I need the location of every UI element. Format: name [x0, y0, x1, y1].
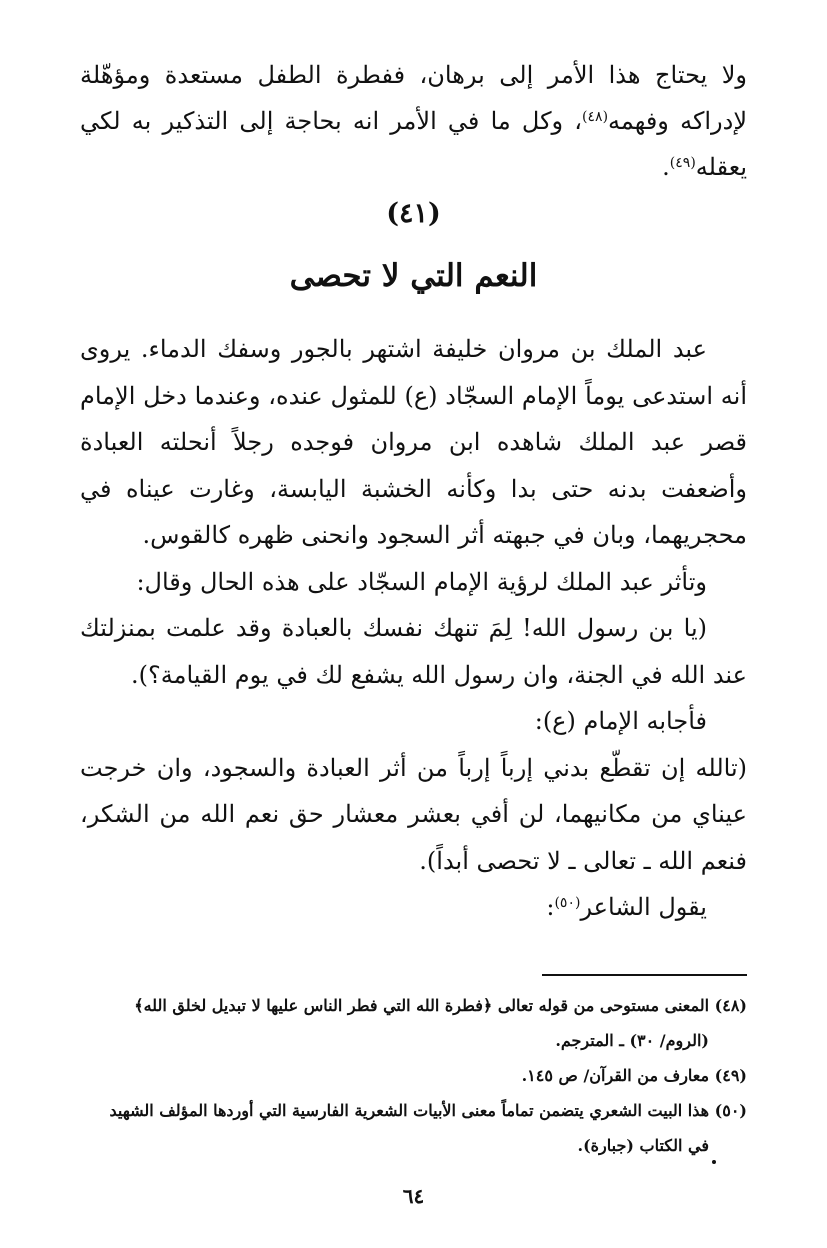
- intro-text-part1: ولا يحتاج هذا الأمر إلى برهان، ففطرة الطفل مستعدة ومؤهّلة لإدراكه وفهمه: [80, 61, 748, 135]
- intro-text-part2: ، وكل ما في الأمر انه بحاجة إلى التذكير به لكي يعقله: [80, 107, 747, 181]
- body-paragraph-4: فأجابه الإمام (ع):: [534, 707, 707, 735]
- footnotes-section: [82, 988, 747, 1163]
- footnote-48-line2: (الروم/ ٣٠) ـ المترجم.: [555, 1031, 709, 1050]
- chapter-number: (٤١): [386, 198, 441, 229]
- footnote-50-line2: في الكتاب (جبارة).: [577, 1136, 709, 1155]
- footnote-ref-48[interactable]: (٤٨): [582, 109, 609, 125]
- stray-dot-mark: [712, 1160, 716, 1164]
- chapter-title: النعم التي لا تحصى: [289, 258, 538, 294]
- footnote-ref-49[interactable]: (٤٩): [669, 155, 696, 171]
- body-paragraph-3: (يا بن رسول الله! لِمَ تنهك نفسك بالعبادة وقد علمت بمنزلتك عند الله في الجنة، وان رسول الله يشفع لك في يوم القيامة؟).: [80, 614, 747, 689]
- intro-paragraph: [80, 52, 747, 190]
- body-paragraph-5: (تالله إن تقطّع بدني إرباً إرباً من أثر العبادة والسجود، وان خرجت عيناي من مكانيهما، لن أفي بعشر معشار حق نعم الله من الشكر، فنعم الله ـ تعالى ـ لا تحصى أبداً).: [80, 753, 747, 875]
- intro-text-part3: .: [662, 153, 670, 181]
- body-paragraph-2: وتأثر عبد الملك لرؤية الإمام السجّاد على هذه الحال وقال:: [136, 567, 707, 596]
- poet-intro-colon: :: [546, 893, 555, 921]
- footnote-50-line1: (٥٠) هذا البيت الشعري يتضمن تماماً معنى الأبيات الشعرية الفارسية التي أوردها المؤلف الشهيد: [109, 1101, 747, 1120]
- page-number: ٦٤: [402, 1184, 425, 1208]
- body-paragraph-6: [80, 884, 747, 931]
- footnote-48-line1: (٤٨) المعنى مستوحى من قوله تعالى ﴿فطرة الله التي فطر الناس عليها لا تبديل لخلق الله﴾: [134, 996, 747, 1015]
- poet-intro-text: يقول الشاعر: [580, 893, 707, 921]
- footnote-ref-50[interactable]: (٥٠): [554, 895, 581, 911]
- body-paragraph-1: عبد الملك بن مروان خليفة اشتهر بالجور وسفك الدماء. يروى أنه استدعى يوماً الإمام السجّاد (ع) للمثول عنده، وعندما دخل الإمام قصر عبد الملك شاهده ابن مروان فوجده رجلاً أنحلته العبادة وأضعفت بدنه حتى بدا وكأنه الخشبة اليابسة، وغارت عيناه في محجريهما، وبان في جبهته أثر السجود وانحنى ظهره كالقوس.: [80, 335, 748, 549]
- chapter-body: [80, 326, 747, 931]
- footnote-separator: [542, 974, 747, 976]
- footnote-49: (٤٩) معارف من القرآن/ ص ١٤٥.: [521, 1066, 747, 1085]
